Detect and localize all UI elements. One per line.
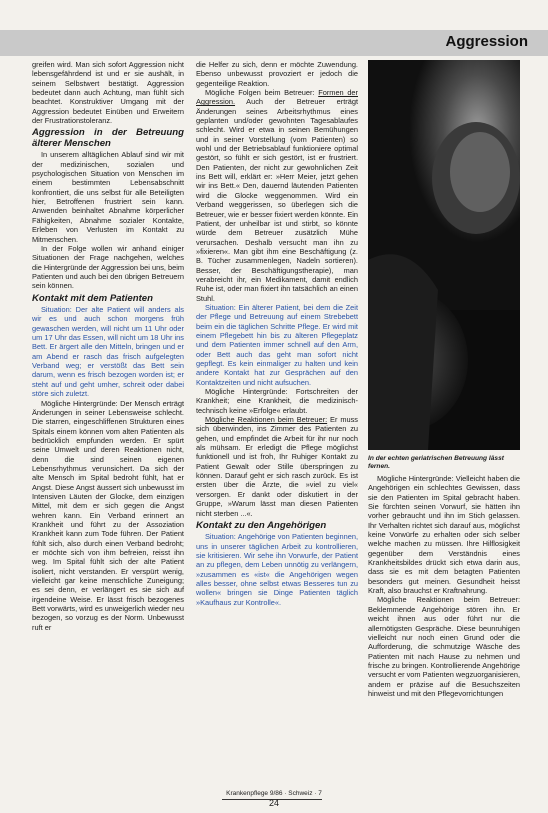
- situation-paragraph: Situation: Angehörige von Patienten beginnen, uns in unserer täglichen Arbeit zu kontrollieren, sie kritisieren. Wir sehe ihn Vorwurfe, der Patient an zu pflegen, dem Leben unnötig zu verlängern, »zusammen es «ist« die Angehörigen wegen alles besser, ohne selbst etwas Besseres tun zu wollen« bringen sie Dinge Patienten täglich »Kaufhaus zur Kontrolle«.: [196, 532, 358, 607]
- paragraph: greifen wird. Man sich sofort Aggression nicht lebensgefährdend ist und er sie aushält, in seinem Selbstwert bestätigt. Aggression bedeutet dann auch Achtung, man fühlt sich beachtet. Konstruktiver Umgang mit der Aggression bedeutet Einüben und Erweitern der Frustrationstoleranz.: [32, 60, 184, 126]
- column-1: [32, 60, 184, 632]
- paragraph: [196, 88, 358, 303]
- paragraph: Mögliche Hintergründe: Vielleicht haben die Angehörigen ein schlechtes Gewissen, dass sie den Patienten im Spital gebracht haben. Sie fürchten seinen Vorwurf, sie hätten ihn vorher gebraucht und ihn im Stich gelassen. Ihr Verhalten richtet sich darauf aus, möglichst keine Vorwürfe zu erhalten oder sich selber welche machen zu müssen. Ihre Hilflosigkeit gegenüber dem Verständnis eines Krankheitsbildes drückt sich etwa darin aus, dass sie es mit dem betagten Patienten besonders gut meinen. Gesundheit heisst Kraft, also brauchst er Kraftnahrung.: [368, 474, 520, 596]
- section-heading: Kontakt zu den Angehörigen: [196, 519, 327, 531]
- photo-graphic: [368, 60, 520, 450]
- situation-paragraph: Situation: Der alte Patient will anders als wir es und auch schon morgens früh gewaschen werden, will nicht um 11 Uhr oder um 17 Uhr das Essen, will nicht um 18 Uhr ins Bett. Er ärgert alle den Mitteln, bringen und er am Abend er rasch das frisch aufgelegten Verband weg; er verstößt das Bett sein darum, wenn es frisch bezogen worden ist; er steht auf und geht umher, schreit oder dabei störe sich zuletzt.: [32, 305, 184, 399]
- lead-in-underlined: Mögliche Reaktionen beim Betreuer:: [205, 415, 328, 425]
- section-heading: Kontakt mit dem Patienten: [32, 292, 154, 304]
- page-number: 24: [268, 798, 279, 808]
- footer: [0, 790, 548, 808]
- situation-paragraph: Situation: Ein älterer Patient, bei dem die Zeit der Pflege und Betreuung auf einem Strebebett beim ein die täglichen Schritte Pflege. Er wird mit einem Pflegebett hin bis zu älteren Pflegeplatz und dem Patienten immer schnell auf den Arm, oder Bett auch das geht man sofort nicht gepflegt. Es kein einmaliger zu halten und kein andere Kontakt hat zur Gesprächen auf den Kontaktzeiten und nicht aufsuchen.: [196, 302, 358, 387]
- section-heading: Aggression in der Betreuung älterer Menschen: [32, 127, 184, 149]
- column-3: [368, 474, 520, 698]
- paragraph: Mögliche Hintergründe: Fortschreiten der Krankheit; eine Krankheit, die medizinisch-technisch keine »Erfolge« erlaubt.: [196, 387, 358, 415]
- photograph: [368, 60, 520, 450]
- paragraph: die Helfer zu sich, denn er möchte Zuwendung. Ebenso unbewusst provoziert er jedoch die gegenteilige Reaktion.: [196, 60, 358, 88]
- paragraph: In der Folge wollen wir anhand einiger Situationen der Frage nachgehen, welches die Hintergründe der Aggression bei uns, beim Patienten und auch bei den übrigen Betreuern sein können.: [32, 243, 185, 291]
- paragraph: In unserem alltäglichen Ablauf sind wir mit der medizinischen, sozialen und psychologischen Situation von Menschen im einem bestimmten Lebensabschnitt konfrontiert, die uns selbst für alle Beteiligten hier, Betroffenen frustriert sein kann. Anwenden beinhaltet Abnahme körperlicher Fähigkeiten, Abnahme sozialer Kontakte, Erleben von Verlusten im Kontakt zu Mitmenschen.: [32, 150, 184, 244]
- paragraph-body: Er muss sich überwinden, ins Zimmer des Patienten zu gehen, und empfindet die Arbeit für ihr nur noch als mühsam. Er erledigt die Pflege möglichst funktionell und ist froh, Ihr Ruhiger Kontakt zu Patient Gewalt oder Stille überspringen zu können. Darauf geht er sich rasch zurück. Es ist ersten über die Ärzte, die »viel zu viel« versorgen. Er dankt oder diskutiert in der Gruppe, »Warum lässt man diesen Patienten nicht sterben ...«.: [196, 415, 358, 518]
- footer-line: Krankenpflege 9/86 · Schweiz · 7: [226, 790, 322, 797]
- page-title: Aggression: [445, 33, 528, 50]
- lead-in: Mögliche Folgen beim Betreuer:: [205, 88, 319, 98]
- photo-caption: In der echten geriatrischen Betreuung lässt fernen.: [368, 455, 504, 470]
- paragraph-body: Auch der Betreuer erträgt Änderungen seines Arbeitsrhythmus eines geplanten und/oder gewohnten Tagesablaufes schlecht. Wird er etwa in seinen Bemühungen und in seiner Vorstellung (vom Patienten) so wohl und der Betriebsablauf funktioniere optimal gestört, so fühlt er sich gestört, ist er frustriert. Den Patienten, der nicht zur gewohnlichen Zeit ins Bett will, erklärt er: »Herr Meier, jetzt gehen wir ins Bett.« Den, dauernd läutenden Patienten wird die Glocke weggenommen. Wird ein Verband weggerissen, so überlegen sich die Betreuer, wie er besser fixiert werden könnte. Ein Patient, der unheilbar ist und stirbt, so könnte würde dem Betreuer zusätzlich Mühe verursachen. Deshalb versucht man ihn zu »fixieren«. Man gibt ihm eine Beschäftigung (z. B. Tücher zusammenlegen, Nadeln sortieren). Besser, der Beschäftigungstherapie), man verabreicht ihr, ein Medikament, damit endlich Ruhe ist, oder man fixiert ihn tatsächlich an einen Stuhl.: [196, 97, 358, 303]
- paragraph: Mögliche Hintergründe: Der Mensch erträgt Änderungen in seiner Lebensweise schlecht. Die starren, eingeschliffenen Strukturen eines Spitals einem können vom alten Patienten als bedrücklich empfunden werden. Er spürt seine Umwelt und deren Reaktionen nicht, denn die sind seinen eigenen Lebensrhythmus verunsichert. Da sich der alte Mensch im Spital bedroht fühlt, hat er Angst. Diese Angst äussert sich unbewusst im Intensiven Läuten der Glocke, dem einzigen Mittel, mit dem er sich gegen die Angst wehren kann. Ein Verband erinnert an Krankheit und führt zu der Assoziation Krankheit kann zum Tode führen. Der Patient fühlt sich, also durch einen Verband bedroht; er möchte sich von ihm befreien, reisst ihn weg. Im Spital fühlt sich der alte Patient isoliert, nicht verstanden. Er verspürt wenig, vielleicht gar keine menschliche Zuneigung; es sei denn, er verlängert es sie sich auf irgendeine Weise. Er lässt frisch bezogenes Bett vorwärts, wird es unweigerlich wieder neu bezogen, so vorzug es der Norm. Unbewusst ruft er: [32, 398, 184, 632]
- paragraph: Mögliche Reaktionen beim Betreuer: Beklemmende Angehörige stören ihn. Er weicht ihnen aus oder führt nur die allernötigsten Gespräche. Diese beunruhigen vielleicht nur noch einen Grund oder die Aufforderung, die schmutzige Wäsche des Patienten mit nach Hause zu nehmen und frische zu bringen. Kontrollierende Angehörige versucht er vom Patienten wegzuorganisieren, andem er präzise auf die Besuchszeiten hinweist und mit den Pflegevorrichtungen: [368, 595, 520, 698]
- lead-in-underlined: Formen der Aggression.: [196, 88, 358, 107]
- paragraph: [196, 415, 358, 518]
- column-2: [196, 60, 358, 607]
